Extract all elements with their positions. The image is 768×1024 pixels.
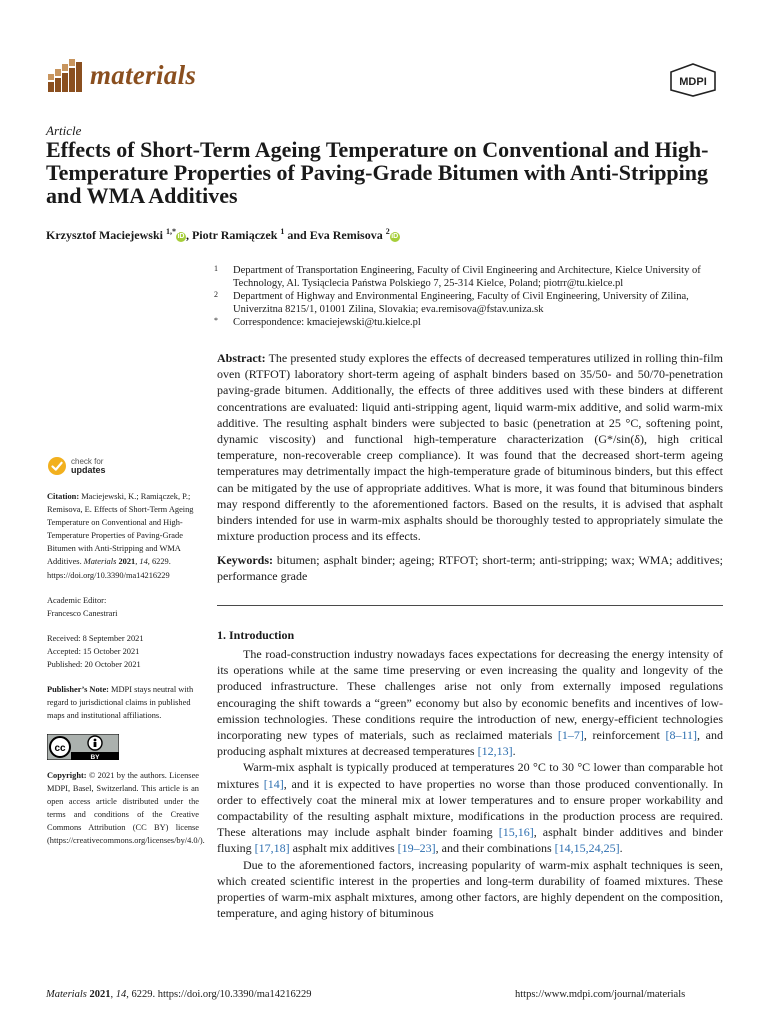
updates-line2: updates [71,465,106,475]
citation-link[interactable]: [14] [263,776,284,791]
citation-block: Citation: Maciejewski, K.; Ramiączek, P.; Remisova, E. Effects of Short-Term Ageing Temperature on Conventional and High-Temperature Properties of Paving-Grade Bitumen with Anti-Stripping and WMA Additives. Materials 2021, 14, 6229. https://doi.org/10.3390/ma14216229 [47,492,194,580]
author-name[interactable]: Piotr Ramiączek [191,228,278,242]
citation-year: 2021 [118,557,136,567]
affiliation-mark: 1 [214,264,218,273]
orcid-icon[interactable]: iD [391,233,399,240]
intro-text: , reinforcement [583,728,666,743]
affiliations [214,264,724,329]
citation-link[interactable]: [19–23] [397,841,436,856]
dates-block [47,632,199,671]
footer-year: 2021 [89,989,111,1000]
footer-journal: Materials [46,989,87,1000]
intro-text: Warm-mix asphalt is typically produced at temperatures 20 °C to 30 °C lower than comparable hot mixtures [217,760,723,791]
publisher-note-block [47,683,199,722]
orcid-icon[interactable]: iD [177,233,185,240]
abstract-text: The presented study explores the effects of decreased temperatures utilized in rolling thin-film oven (RTFOT) laboratory short-term ageing of asphalt binders based on 35/50- and 50/70-penetration paving-grade bitumen. Additionally, the effects of three additives used with these binders at different concentrations are evaluated: liquid anti-stripping agent, liquid warm-mix additive, and solid warm-mix additive. The resulting asphalt binders were subjected to basic (penetration at 25 °C, softening point, dynamic viscosity) and functional high-temperature characterization (G*/sin(δ), high critical temperature, non-recoverable creep compliance). It was found that the decreased short-term ageing temperatures may detrimentally impact the high-temperature grade of bituminous binders, but this effect can be mitigated by the use of appropriate additives. What is more, it was found that bituminous binders may respond differently to the aforementioned factors. Based on the results, it is advised that asphalt binders intended for use in warm-mix asphalts should be thoroughly tested to appropriately simulate the mixture production process and its effects. [217,351,723,544]
check-for-updates-button[interactable] [47,456,199,476]
accepted-date: Accepted: 15 October 2021 [47,646,140,656]
intro-text: , and it is expected to have properties no worse than those produced conventionally. In order to effectively coat the mineral mix at lower temperatures and to ensure proper workability and compactability of the resulting asphalt mixture, modifications in the production process are required. These alterations may include asphalt binder foaming [217,776,723,840]
citation-link[interactable]: [17,18] [254,841,290,856]
author-list [46,227,400,243]
intro-text: Due to the aforementioned factors, increasing popularity of warm-mix asphalt techniques is seen, which created scientific interest in the properties and long-term durability of foamed mixtures. These properties of warm-mix asphalt mixtures, among other factors, are highly dependent on the composition, temperature, and aging history of bituminous [217,857,723,921]
abstract [217,350,723,544]
section-heading: 1. Introduction [217,628,295,642]
cc-badge-text: BY [90,754,100,761]
editor-name: Francesco Canestrari [47,608,118,618]
citation-pages: , 6229. [147,557,171,567]
publisher-note-text: MDPI stays neutral with regard to jurisdictional claims in published maps and institutional affiliations. [47,685,194,721]
article-type: Article [46,123,82,138]
footer-doi[interactable]: , 6229. https://doi.org/10.3390/ma14216229 [126,989,312,1000]
citation-journal: Materials [83,557,117,567]
journal-name: materials [90,60,197,90]
citation-link[interactable]: [8–11] [665,728,698,743]
published-date: Published: 20 October 2021 [47,660,141,670]
intro-text: asphalt mix additives [289,841,398,856]
correspondence-text: Correspondence: kmaciejewski@tu.kielce.pl [233,317,421,328]
keywords-label: Keywords: [217,553,273,567]
author-name[interactable]: Krzysztof Maciejewski [46,228,163,242]
materials-journal-icon [46,56,84,96]
intro-text: The road-construction industry nowadays faces expectations for decreasing the energy intensity of its operations while at the same time preserving or even increasing the quality and longevity of the produced infrastructure. These challenges arise not only from externally imposed regulations encouraging the shift towards a “green” economy but also by economic benefits and incentives of low-emission technologies. These conditions require the introduction of new, energy-efficient technologies incorporating new types of materials, such as reclaimed materials [217,647,723,743]
keywords-text: bitumen; asphalt binder; ageing; RTFOT; short-term; anti-stripping; wax; WMA; additives; performance grade [217,553,724,584]
editor-block [47,594,199,620]
affiliation-text: Department of Highway and Environmental Engineering, Faculty of Civil Engineering, University of Zilina, Univerzitna 8215/1, 01001 Zilina, Slovakia; eva.remisova@fstav.uniza.sk [233,291,689,315]
citation-link[interactable]: [1–7] [557,728,584,743]
affiliation-mark: * [214,316,218,325]
author-affiliation-mark: 2 [385,227,390,236]
abstract-label: Abstract: [217,351,266,365]
footer-volume: 14 [115,989,127,1000]
copyright-label: Copyright: [47,770,87,780]
affiliation-item [214,290,724,316]
citation-doi-link[interactable]: https://doi.org/10.3390/ma14216229 [47,570,170,580]
copyright-block [47,769,205,848]
received-date: Received: 8 September 2021 [47,633,144,643]
publisher-note-label: Publisher’s Note: [47,685,109,695]
mdpi-logo-text: MDPI [679,76,707,88]
citation-label: Citation: [47,492,80,501]
check-updates-icon [47,456,67,476]
keywords [217,552,723,584]
footer-citation: Materials 2021, 14, 6229. https://doi.org/10.3390/ma14216229 [46,989,312,1000]
footer-journal-url[interactable]: https://www.mdpi.com/journal/materials [515,989,686,1000]
citation-volume: 14 [139,557,148,567]
introduction-body [217,646,723,921]
intro-text: . [512,744,516,759]
article-title: Effects of Short-Term Ageing Temperature on Conventional and High-Temperature Properties of Paving-Grade Bitumen with Anti-Stripping and WMA Additives [46,137,709,208]
citation-link[interactable]: [14,15,24,25] [554,841,620,856]
copyright-text: © 2021 by the authors. Licensee MDPI, Basel, Switzerland. This article is an open access article distributed under the terms and conditions of the Creative Commons Attribution (CC BY) license (https://creativecommons.org/licenses/by/4.0/). [47,770,205,845]
svg-text:cc: cc [54,743,66,755]
author-affiliation-mark: 1,* [165,227,176,236]
author-name[interactable]: Eva Remisova [309,228,383,242]
affiliation-mark: 2 [214,290,218,299]
intro-text: . [619,841,623,856]
citation-link[interactable]: [12,13] [477,744,513,759]
author-separator: , [185,228,192,242]
affiliation-item [214,316,724,329]
affiliation-text: Department of Transportation Engineering, Faculty of Civil Engineering and Architecture, Kielce University of Technology, Al. Tysiąclecia Państwa Polskiego 7, 25-314 Kielce, Poland; piotrr@tu.kielce.pl [233,265,701,289]
editor-label: Academic Editor: [47,595,107,605]
intro-paragraph [217,646,723,759]
citation-text: Maciejewski, K.; Ramiączek, P.; Remisova, E. Effects of Short-Term Ageing Temperature on Conventional and High-Temperature Properties of Paving-Grade Bitumen with Anti-Stripping and WMA Additives. [47,492,194,567]
intro-paragraph [217,857,723,922]
updates-line1: check for [71,457,104,466]
intro-paragraph [217,759,723,856]
intro-text: , and their combinations [435,841,555,856]
sidebar [47,456,205,859]
intro-text: , and producing asphalt mixtures at decreased temperatures [217,728,723,759]
citation-link[interactable]: [15,16] [498,825,534,840]
author-separator: and [284,228,310,242]
intro-text: , asphalt binder additives and binder fluxing [217,825,724,856]
affiliation-item [214,264,724,290]
cc-by-license-icon[interactable] [47,734,119,760]
author-affiliation-mark: 1 [280,227,285,236]
mdpi-logo-icon[interactable] [664,62,722,98]
section-divider [217,605,723,606]
